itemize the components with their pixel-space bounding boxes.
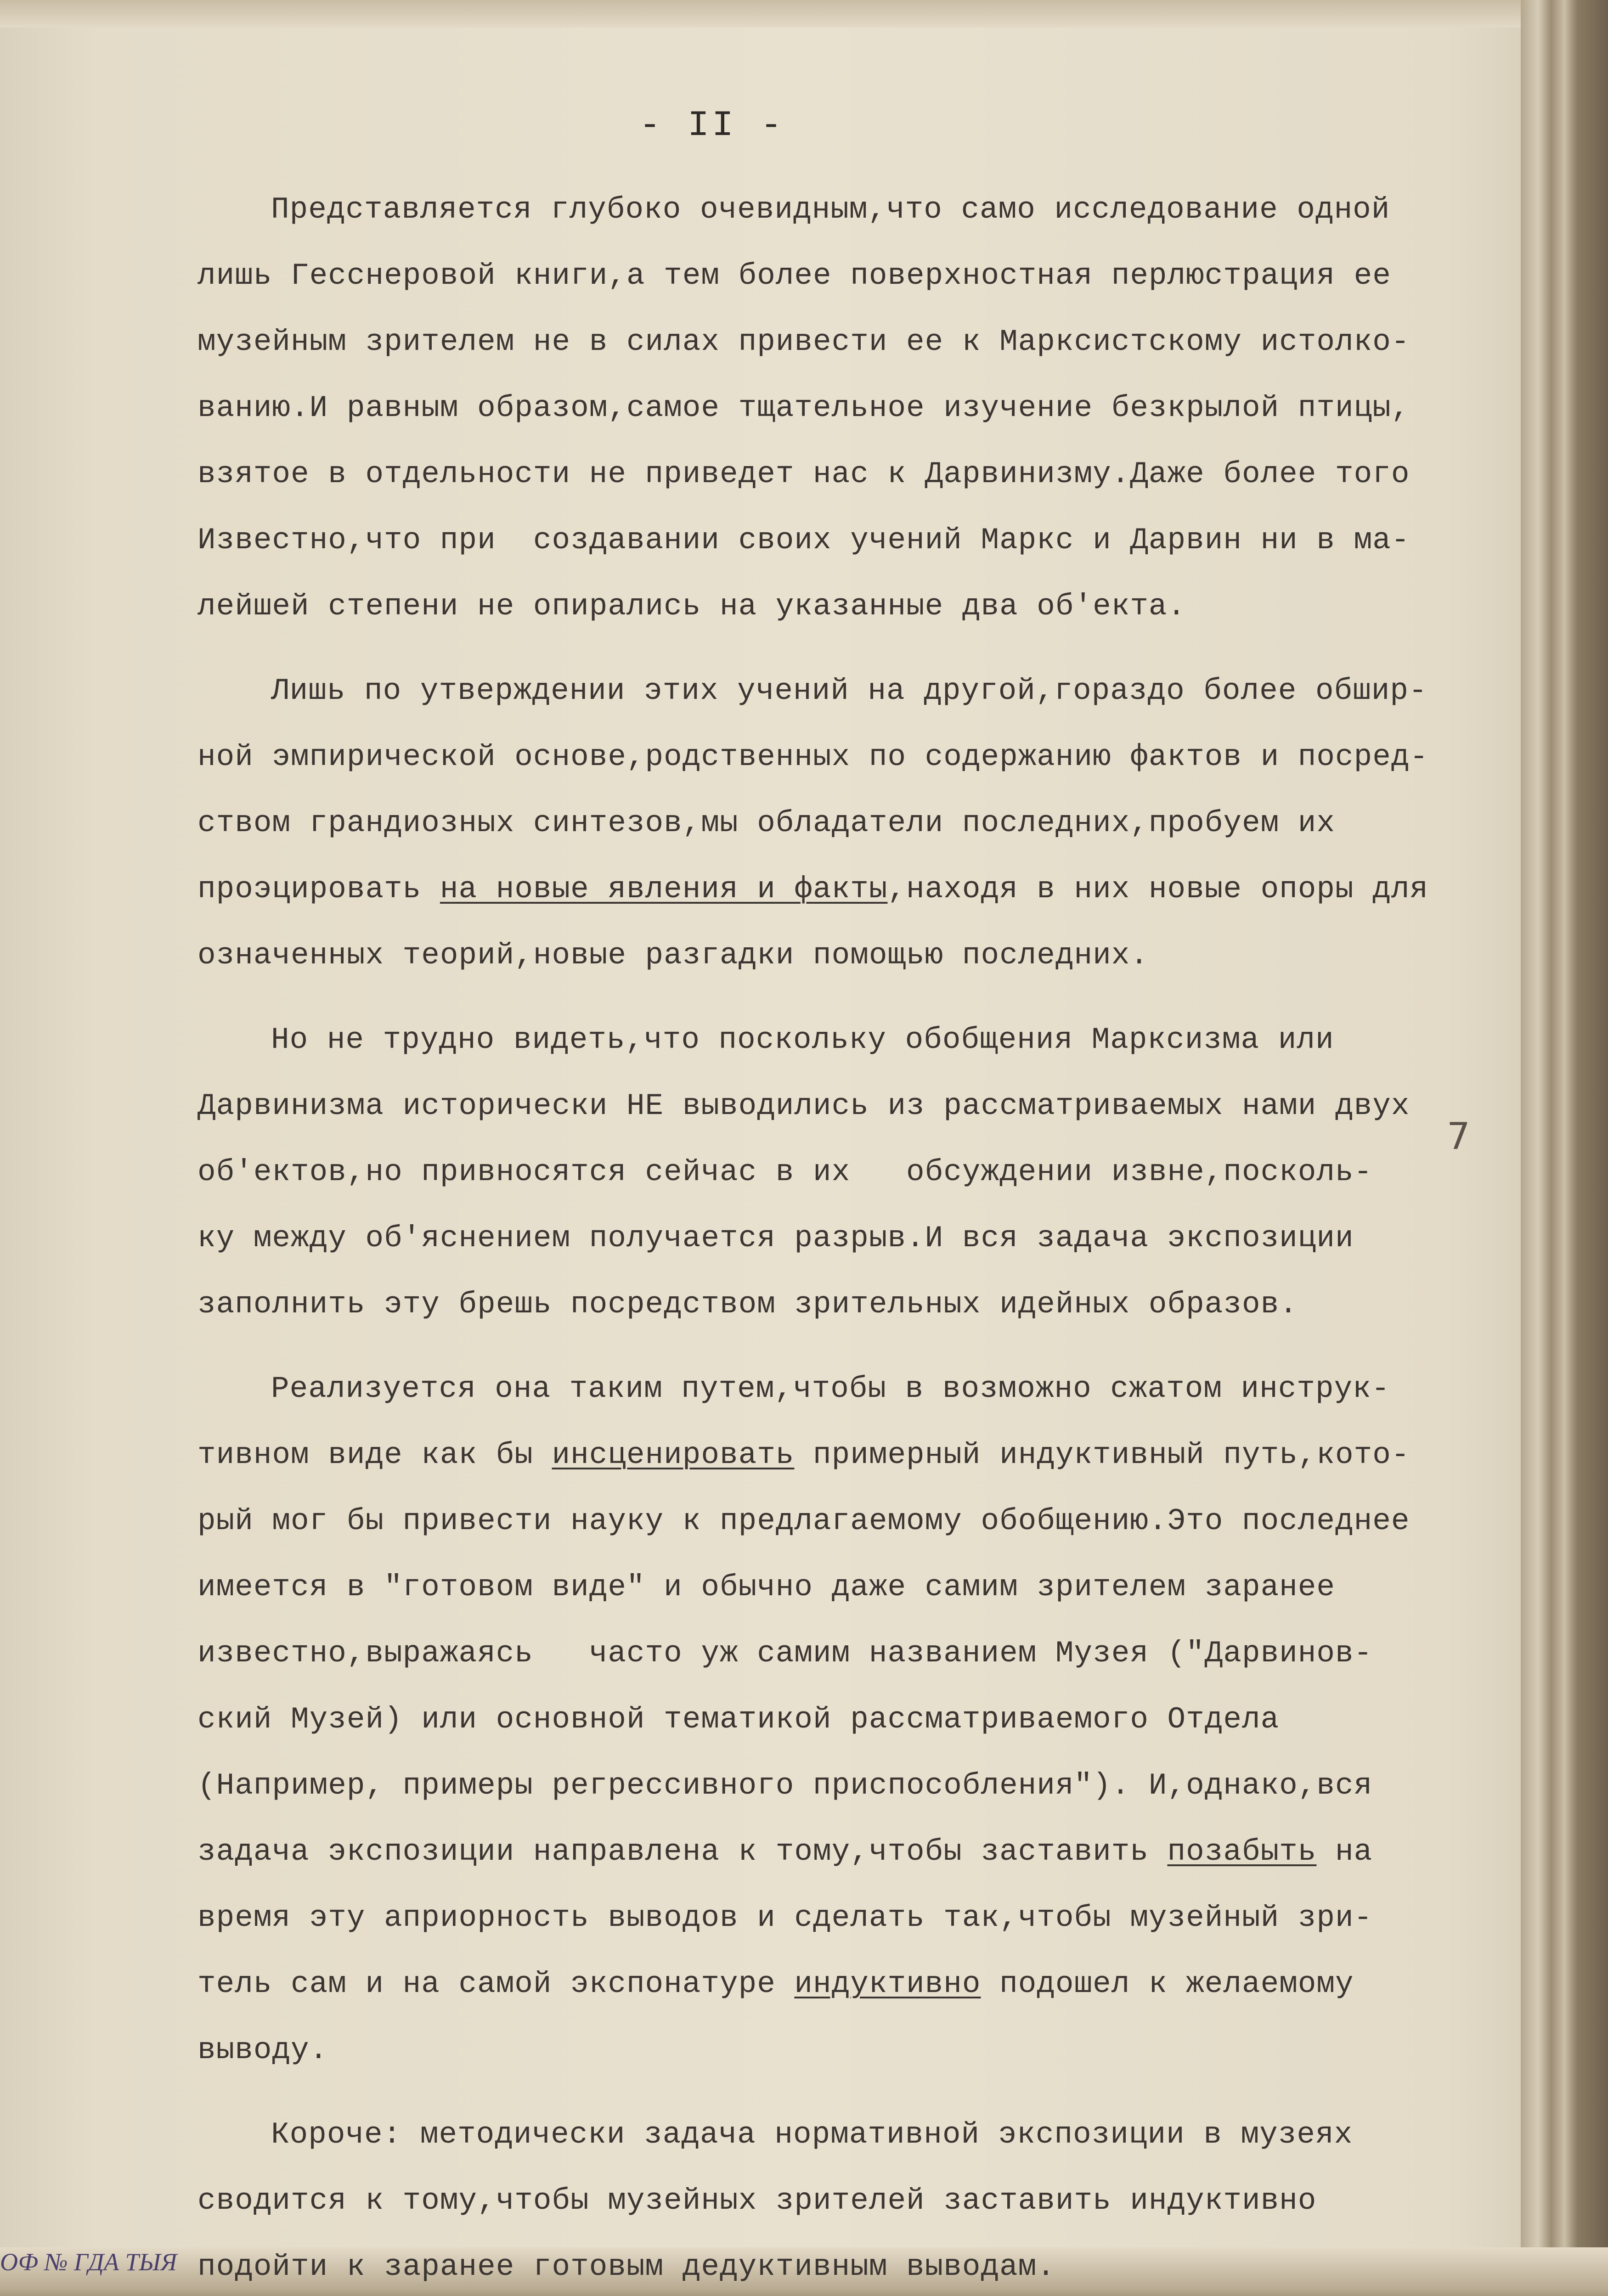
text-line-with-underline bbox=[197, 856, 1557, 923]
archive-stamp: ОФ № ГДА ТЫЯ bbox=[0, 2248, 177, 2276]
text-line-with-underline bbox=[197, 1422, 1557, 1488]
text-line: Реализуется она таким путем,чтобы в возможно сжатом инструк- bbox=[271, 1372, 1390, 1406]
text-line: ной эмпирической основе,родственных по содержанию фактов и посред- bbox=[197, 740, 1429, 774]
paragraph-4 bbox=[197, 1356, 1557, 2083]
underlined-phrase: индуктивно bbox=[794, 1967, 981, 2001]
text-line: рый мог бы привести науку к предлагаемому обобщению.Это последнее bbox=[197, 1504, 1410, 1538]
text-fragment: примерный индуктивный путь,кото- bbox=[794, 1438, 1410, 1472]
page-edge-top bbox=[0, 0, 1608, 28]
text-fragment: подошел к желаемому bbox=[981, 1967, 1354, 2001]
text-fragment: задача экспозиции направлена к тому,чтобы заставить bbox=[197, 1835, 1168, 1869]
text-line: Но не трудно видеть,что поскольку обобщения Марксизма или bbox=[271, 1023, 1334, 1057]
text-fragment: на bbox=[1316, 1835, 1373, 1869]
text-line: Известно,что при создавании своих учений Маркс и Дарвин ни в ма- bbox=[197, 523, 1410, 557]
text-line: известно,выражаясь часто уж самим названием Музея ("Дарвинов- bbox=[197, 1636, 1373, 1671]
underlined-phrase: на новые явления и факты bbox=[440, 872, 888, 906]
text-line: сводится к тому,чтобы музейных зрителей заставить индуктивно bbox=[197, 2183, 1317, 2218]
text-line: ку между об'яснением получается разрыв.И вся задача экспозиции bbox=[197, 1221, 1354, 1255]
text-line: ством грандиозных синтезов,мы обладатели последних,пробуем их bbox=[197, 806, 1335, 840]
text-line: Дарвинизма исторически НЕ выводились из рассматриваемых нами двух bbox=[197, 1089, 1410, 1123]
paragraph-3 bbox=[197, 1007, 1557, 1338]
text-line: заполнить эту брешь посредством зрительных идейных образов. bbox=[197, 1287, 1298, 1322]
text-line: выводу. bbox=[197, 2033, 328, 2067]
text-line: взятое в отдельности не приведет нас к Дарвинизму.Даже более того bbox=[197, 457, 1410, 491]
paragraph-1 bbox=[197, 177, 1557, 640]
text-line: ский Музей) или основной тематикой рассматриваемого Отдела bbox=[197, 1702, 1280, 1737]
handwritten-margin-mark: 7 bbox=[1447, 1115, 1470, 1158]
text-line: подойти к заранее готовым дедуктивным выводам. bbox=[197, 2250, 1055, 2284]
text-line: ванию.И равным образом,самое тщательное изучение безкрылой птицы, bbox=[197, 391, 1410, 425]
text-line: имеется в "готовом виде" и обычно даже самим зрителем заранее bbox=[197, 1570, 1335, 1604]
text-line-with-underline bbox=[197, 1819, 1557, 1885]
text-line: (Например, примеры регрессивного приспособления"). И,однако,вся bbox=[197, 1768, 1373, 1803]
text-line: Лишь по утверждении этих учений на другой,гораздо более обшир- bbox=[271, 674, 1427, 708]
text-fragment: проэцировать bbox=[197, 872, 440, 906]
text-fragment: тель сам и на самой экспонатуре bbox=[197, 1967, 795, 2001]
text-line: лейшей степени не опирались на указанные два об'екта. bbox=[197, 589, 1186, 624]
text-fragment: ,находя в них новые опоры для bbox=[887, 872, 1429, 906]
typewritten-body bbox=[197, 177, 1557, 2296]
text-line: об'ектов,но привносятся сейчас в их обсуждении извне,посколь- bbox=[197, 1155, 1373, 1189]
underlined-phrase: инсценировать bbox=[552, 1438, 795, 1472]
page-number-header: - II - bbox=[639, 106, 785, 146]
underlined-phrase: позабыть bbox=[1167, 1835, 1317, 1869]
text-line: означенных теорий,новые разгадки помощью последних. bbox=[197, 938, 1149, 973]
text-line: Короче: методически задача нормативной экспозиции в музеях bbox=[271, 2117, 1353, 2152]
text-line: музейным зрителем не в силах привести ее к Марксистскому истолко- bbox=[197, 325, 1410, 359]
text-line: лишь Гесснеровой книги,а тем более поверхностная перлюстрация ее bbox=[197, 259, 1391, 293]
paragraph-2 bbox=[197, 658, 1557, 989]
text-line-with-underline bbox=[197, 1951, 1557, 2017]
paragraph-5 bbox=[197, 2102, 1557, 2296]
text-line: Представляется глубоко очевидным,что само исследование одной bbox=[271, 192, 1390, 227]
text-line: время эту априорность выводов и сделать так,чтобы музейный зри- bbox=[197, 1901, 1373, 1935]
text-fragment: тивном виде как бы bbox=[197, 1438, 552, 1472]
